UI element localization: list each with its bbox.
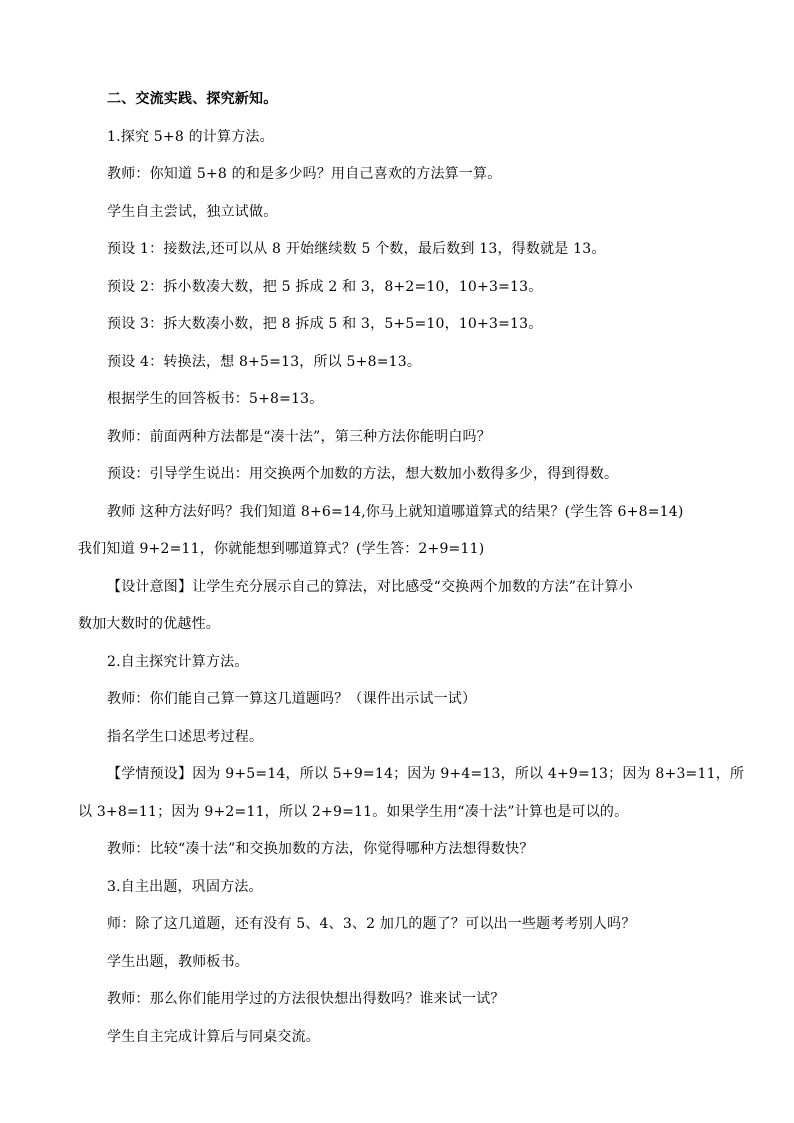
paragraph: 预设 1：接数法,还可以从 8 开始继续数 5 个数，最后数到 13，得数就是 13。 [107,241,606,257]
paragraph: 1.探究 5+8 的计算方法。 [107,129,274,145]
paragraph: 教师：你知道 5+8 的和是多少吗？用自己喜欢的方法算一算。 [107,166,502,182]
paragraph: 教师：你们能自己算一算这几道题吗？（课件出示试一试） [107,691,477,707]
paragraph: 教师：比较“凑十法”和交换加数的方法，你觉得哪种方法想得数快？ [107,841,534,857]
paragraph: 教师：前面两种方法都是“凑十法”，第三种方法你能明白吗？ [107,429,491,445]
paragraph: 3.自主出题，巩固方法。 [107,879,263,895]
paragraph: 预设：引导学生说出：用交换两个加数的方法，想大数加小数得多少，得到得数。 [107,466,619,482]
paragraph-continuation: 我们知道 9+2=11，你就能想到哪道算式？(学生答：2+9=11) [78,541,485,557]
paragraph-continuation: 数加大数时的优越性。 [78,616,220,632]
paragraph: 学生出题，教师板书。 [107,954,249,970]
paragraph: 指名学生口述思考过程。 [107,729,264,745]
paragraph: 根据学生的回答板书：5+8=13。 [107,391,324,407]
paragraph-continuation: 以 3+8=11；因为 9+2=11，所以 2+9=11。如果学生用“凑十法”计算也是可以的。 [78,804,629,820]
paragraph: 预设 4：转换法，想 8+5=13，所以 5+8=13。 [107,354,422,370]
paragraph: 教师 这种方法好吗？我们知道 8+6=14,你马上就知道哪道算式的结果？(学生答 6+8=14) [107,504,684,520]
learning-preset-paragraph: 【学情预设】因为 9+5=14，所以 5+9=14；因为 9+4=13，所以 4+9=13；因为 8+3=11，所 [107,766,745,782]
paragraph: 师：除了这几道题，还有没有 5、4、3、2 加几的题了？可以出一些题考考别人吗？ [107,916,636,932]
paragraph: 预设 3：拆大数凑小数，把 8 拆成 5 和 3，5+5=10，10+3=13。 [107,316,543,332]
paragraph: 2.自主探究计算方法。 [107,654,249,670]
paragraph: 教师：那么你们能用学过的方法很快想出得数吗？谁来试一试？ [107,991,505,1007]
paragraph: 学生自主完成计算后与同桌交流。 [107,1029,320,1045]
design-intent-paragraph: 【设计意图】让学生充分展示自己的算法，对比感受“交换两个加数的方法”在计算小 [107,579,633,595]
paragraph: 预设 2：拆小数凑大数，把 5 拆成 2 和 3，8+2=10，10+3=13。 [107,279,543,295]
section-heading: 二、交流实践、探究新知。 [107,91,278,107]
paragraph: 学生自主尝试，独立试做。 [107,204,278,220]
